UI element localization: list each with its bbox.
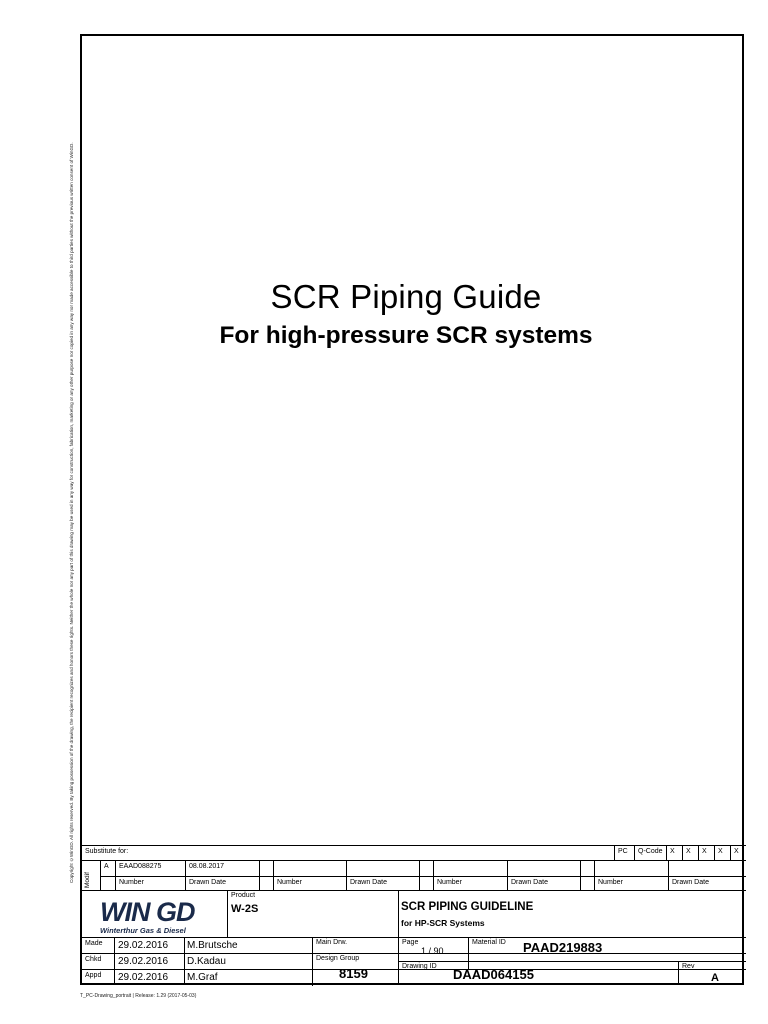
appd-label: Appd [85, 972, 102, 979]
modif-label: Modif [84, 872, 91, 888]
q-code-mark: X [734, 848, 739, 855]
modif-date: 08.08.2017 [189, 863, 225, 870]
q-code-mark: X [718, 848, 723, 855]
made-by: M.Brutsche [187, 940, 238, 951]
q-code-mark: X [670, 848, 675, 855]
page-label: Page [402, 939, 419, 946]
design-group-value: 8159 [339, 966, 368, 981]
q-code-label: Q-Code [638, 848, 663, 855]
q-code-mark: X [702, 848, 707, 855]
number-label: Number [437, 879, 462, 886]
chkd-by: D.Kadau [187, 956, 226, 967]
title-row [82, 890, 746, 937]
substitute-row [82, 845, 746, 860]
made-row [82, 937, 746, 956]
logo-wordmark: WIN GD [100, 897, 195, 927]
pc-label: PC [618, 848, 628, 855]
drawn-date-label: Drawn Date [511, 879, 548, 886]
drawing-id-label: Drawing ID [402, 963, 437, 970]
main-drw-label: Main Drw. [316, 939, 348, 946]
logo-tagline: Winterthur Gas & Diesel [100, 926, 186, 935]
template-release-note: T_PC-Drawing_portrait | Release: 1.29 (2017-05-03) [80, 993, 197, 999]
company-logo [82, 891, 227, 937]
appd-by: M.Graf [187, 972, 218, 983]
number-label: Number [598, 879, 623, 886]
appd-date: 29.02.2016 [118, 972, 169, 983]
chkd-label: Chkd [85, 956, 102, 963]
product-value: W-2S [231, 903, 259, 915]
doc-subtitle: for HP-SCR Systems [401, 918, 485, 928]
rev-cell [678, 961, 746, 985]
drawing-id-cell [398, 961, 678, 985]
material-id-value: PAAD219883 [523, 940, 603, 955]
drawn-date-label: Drawn Date [189, 879, 226, 886]
product-label: Product [231, 892, 256, 899]
modif-number: EAAD088275 [119, 863, 162, 870]
material-id-label: Material ID [472, 939, 506, 946]
page-value: 1 / 90 [421, 946, 444, 956]
number-label: Number [277, 879, 302, 886]
document-title: SCR Piping Guide [270, 278, 542, 315]
substitute-label: Substitute for: [85, 848, 129, 855]
doc-title: SCR PIPING GUIDELINE [401, 901, 534, 913]
rev-value: A [711, 972, 719, 984]
modification-table [82, 860, 746, 890]
q-code-mark: X [686, 848, 691, 855]
modif-rev: A [104, 863, 109, 870]
rev-label: Rev [682, 963, 695, 970]
drawing-id-value: DAAD064155 [453, 967, 534, 982]
drawn-date-label: Drawn Date [672, 879, 709, 886]
wingd-logo-icon [82, 891, 227, 937]
made-date: 29.02.2016 [118, 940, 169, 951]
made-label: Made [85, 940, 103, 947]
design-group-label: Design Group [316, 955, 360, 962]
copyright-notice: Copyright ©WinGD. All rights reserved. By taking possession of the drawing, the recipient recognizes and honors these rights. Neither the whole nor any part of this drawing may be used in any way for construction, fabrication, marketing or any other purpose nor copied in any way nor made accessible to third parties without the previous written consent of WinGD. [69, 142, 74, 883]
chkd-date: 29.02.2016 [118, 956, 169, 967]
document-subtitle: For high-pressure SCR systems [219, 322, 593, 349]
drawn-date-label: Drawn Date [350, 879, 387, 886]
drawing-frame [80, 34, 744, 985]
number-label: Number [119, 879, 144, 886]
